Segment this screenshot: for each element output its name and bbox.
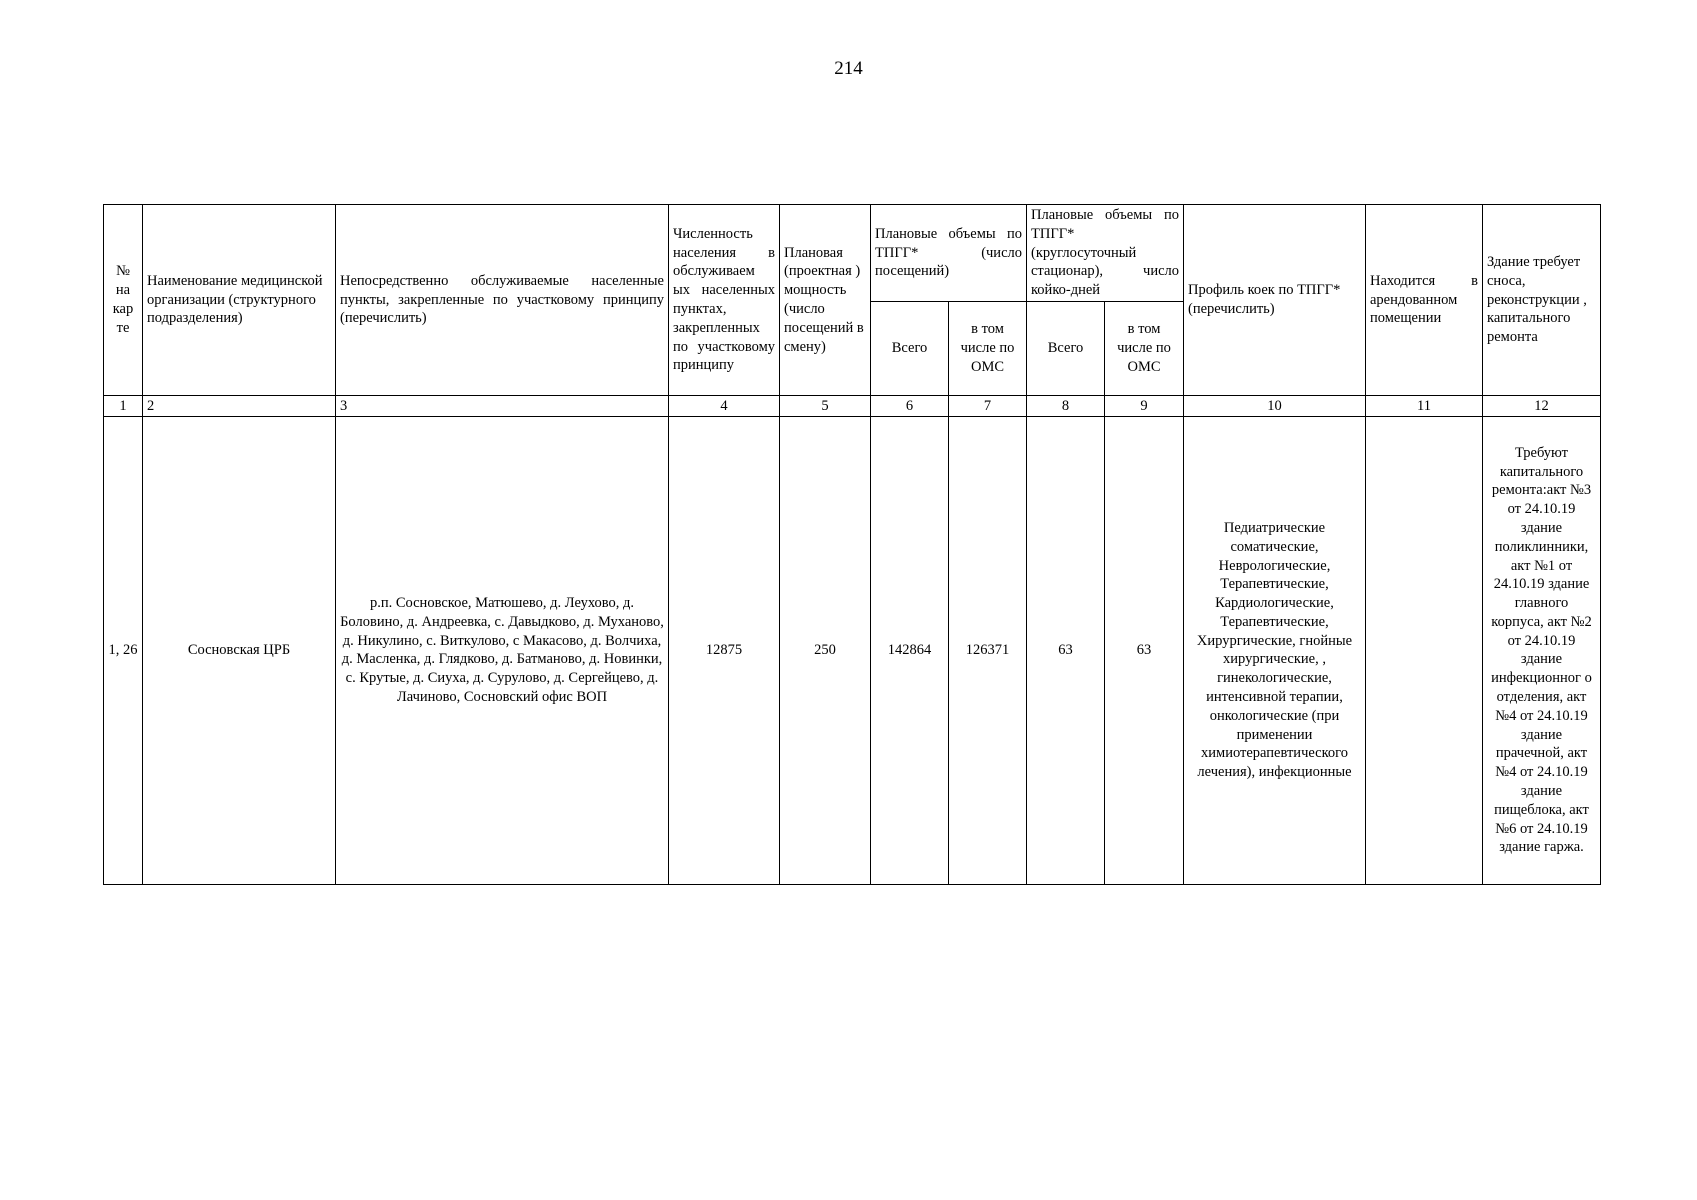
header-population: Численность населения в обслуживаем ых населенных пунктах, закрепленных по участковому принципу	[669, 205, 780, 396]
bed-profile-cell: Педиатрические соматические, Неврологические, Терапевтические, Кардиологические, Терапевтические, Хирургические, гнойные хирургические, , гинекологические, интенсивной терапии, онкологические (при применении химиотерапевтического лечения), инфекционные	[1184, 416, 1366, 884]
map-number-cell: 1, 26	[104, 416, 143, 884]
header-bed-profile: Профиль коек по ТПГГ* (перечислить)	[1184, 205, 1366, 396]
page-number: 214	[834, 58, 863, 79]
header-capacity: Плановая (проектная ) мощность (число посещений в смену)	[780, 205, 871, 396]
column-number: 10	[1184, 395, 1366, 416]
header-row	[104, 205, 1601, 302]
column-number: 11	[1366, 395, 1483, 416]
column-numbers-row	[104, 395, 1601, 416]
settlements-cell: р.п. Сосновское, Матюшево, д. Леухово, д. Боловино, д. Андреевка, с. Давыдково, д. Муханово, д. Никулино, с. Виткулово, с Макасово, д. Волчиха, д. Масленка, д. Глядково, д. Батманово, д. Новинки, с. Крутые, д. Сиуха, д. Сурулово, д. Сергейцево, д. Лачиново, Сосновский офис ВОП	[336, 416, 669, 884]
header-rented: Находится в арендованном помещении	[1366, 205, 1483, 396]
header-visits-group: Плановые объемы по ТПГГ* (число посещений)	[871, 205, 1027, 302]
column-number: 6	[871, 395, 949, 416]
capacity-cell: 250	[780, 416, 871, 884]
header-organization-name: Наименование медицинской организации (структурного подразделения)	[143, 205, 336, 396]
column-number: 4	[669, 395, 780, 416]
column-number: 9	[1105, 395, 1184, 416]
rented-cell	[1366, 416, 1483, 884]
column-number: 7	[949, 395, 1027, 416]
table-row	[104, 416, 1601, 884]
medical-organizations-table	[103, 204, 1601, 885]
column-number: 3	[336, 395, 669, 416]
column-number: 1	[104, 395, 143, 416]
organization-name-cell: Сосновская ЦРБ	[143, 416, 336, 884]
header-beddays-group: Плановые объемы по ТПГГ* (круглосуточный стационар), число койко-дней	[1027, 205, 1184, 302]
beddays-total-cell: 63	[1027, 416, 1105, 884]
column-number: 12	[1483, 395, 1601, 416]
header-visits-oms: в том числе по ОМС	[949, 301, 1027, 395]
beddays-oms-cell: 63	[1105, 416, 1184, 884]
header-building-state: Здание требует сноса, реконструкции , капитального ремонта	[1483, 205, 1601, 396]
population-cell: 12875	[669, 416, 780, 884]
header-beddays-oms: в том числе по ОМС	[1105, 301, 1184, 395]
header-map-number: № на кар те	[104, 205, 143, 396]
column-number: 2	[143, 395, 336, 416]
header-visits-total: Всего	[871, 301, 949, 395]
header-beddays-total: Всего	[1027, 301, 1105, 395]
visits-total-cell: 142864	[871, 416, 949, 884]
building-state-cell: Требуют капитального ремонта:акт №3 от 24.10.19 здание поликлинники, акт №1 от 24.10.19 здание главного корпуса, акт №2 от 24.10.19 здание инфекционног о отделения, акт №4 от 24.10.19 здание прачечной, акт №4 от 24.10.19 здание пищеблока, акт №6 от 24.10.19 здание гаржа.	[1483, 416, 1601, 884]
column-number: 5	[780, 395, 871, 416]
visits-oms-cell: 126371	[949, 416, 1027, 884]
column-number: 8	[1027, 395, 1105, 416]
header-settlements: Непосредственно обслуживаемые населенные пункты, закрепленные по участковому принципу (перечислить)	[336, 205, 669, 396]
